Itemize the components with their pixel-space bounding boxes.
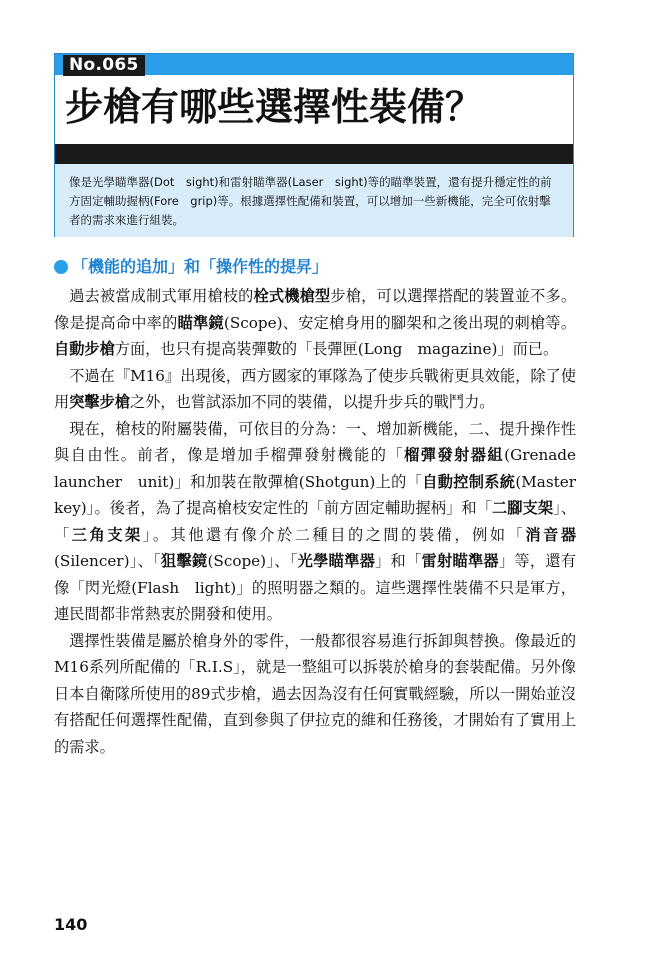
bold-term: 光學瞄準器 [297, 552, 376, 570]
article-header [54, 53, 574, 237]
summary-box [55, 164, 573, 237]
text-run: 過去被當成制式軍用槍枝的 [69, 287, 254, 305]
header-black-bar [55, 144, 573, 164]
bold-term: 狙擊鏡 [161, 552, 208, 570]
bold-term: 三角支架 [71, 525, 143, 544]
article-body [54, 283, 592, 760]
text-run: 」、「 [54, 499, 577, 544]
text-run: 選擇性裝備是屬於槍身外的零件，一般都很容易進行拆卸與替換。像最近的M16系列所配備的「R.I.S」，就是一整組可以拆裝於槍身的套裝配備。另外像日本自衛隊所使用的89式步槍，過去因為沒有任何實戰經驗，所以一開始並沒有搭配任何選擇性配備，直到參與了伊拉克的維和任務後，才開始有了實用上的需求。 [54, 631, 576, 756]
paragraph-3 [54, 416, 592, 628]
text-run: 之外，也嘗試添加不同的裝備，以提升步兵的戰鬥力。 [129, 393, 495, 411]
paragraph-1 [54, 283, 576, 363]
page-number: 140 [54, 915, 88, 934]
article-title: 步槍有哪些選擇性裝備？ [65, 85, 484, 129]
paragraph-2 [54, 363, 576, 416]
text-run: 不過在『M16』出現後，西方國家的軍隊為了使步兵戰術更具效能，除了使用 [54, 366, 576, 411]
bold-term: 消音器 [525, 525, 577, 544]
bold-term: 栓式機槍型 [253, 287, 331, 305]
bold-term: 自動步槍 [54, 340, 115, 358]
bold-term: 瞄準鏡 [177, 313, 224, 332]
text-run: (Scope)、安定槍身用的腳架和之後出現的刺槍等。 [223, 313, 577, 332]
article-number: No.065 [63, 55, 145, 76]
text-run: 現在，槍枝的附屬裝備，可依目的分為：一、增加新機能，二、提升操作性與自由性。前者，像是增加手榴彈發射機能的「 [54, 419, 576, 464]
text-run: (Master key)」。後者，為了提高槍枝安定性的「前方固定輔助握柄」和「 [54, 472, 592, 517]
bold-term: 榴彈發射器組 [404, 446, 505, 464]
section-heading [54, 256, 328, 278]
text-run: 」和「 [375, 552, 422, 570]
text-run: 」等，還有像「閃光燈(Flash light)」的照明器之類的。這些選擇性裝備不只是軍方，連民間都非常熱衷於開發和使用。 [54, 552, 577, 623]
text-run: 步槍，可以選擇搭配的裝置並不多。像是提高命中率的 [54, 287, 577, 332]
text-run: 方面，也只有提高裝彈數的「長彈匣(Long magazine)」而已。 [114, 340, 559, 358]
text-run: (Silencer)」、「 [54, 552, 162, 570]
paragraph-4 [54, 628, 576, 761]
text-run: (Scope)」、「 [207, 552, 298, 570]
bold-term: 自動控制系統 [422, 472, 516, 491]
section-heading-text: 「機能的追加」和「操作性的提昇」 [72, 257, 329, 276]
text-run: (Grenade launcher unit)」和加裝在散彈槍(Shotgun)上的「 [54, 446, 592, 491]
summary-text: 像是光學瞄準器(Dot sight)和雷射瞄準器(Laser sight)等的瞄準裝置，還有提升穩定性的前方固定輔助握柄(Fore grip)等。根據選擇性配備和裝置，可以增加一些新機能，完全可依射擊者的需求來進行組裝。 [69, 175, 552, 227]
bullet-dot-icon [54, 260, 68, 274]
bold-term: 雷射瞄準器 [421, 552, 499, 570]
bold-term: 二腳支架 [491, 499, 554, 517]
text-run: 」。其他還有像介於二種目的之間的裝備，例如「 [142, 525, 526, 544]
bold-term: 突擊步槍 [69, 393, 130, 411]
